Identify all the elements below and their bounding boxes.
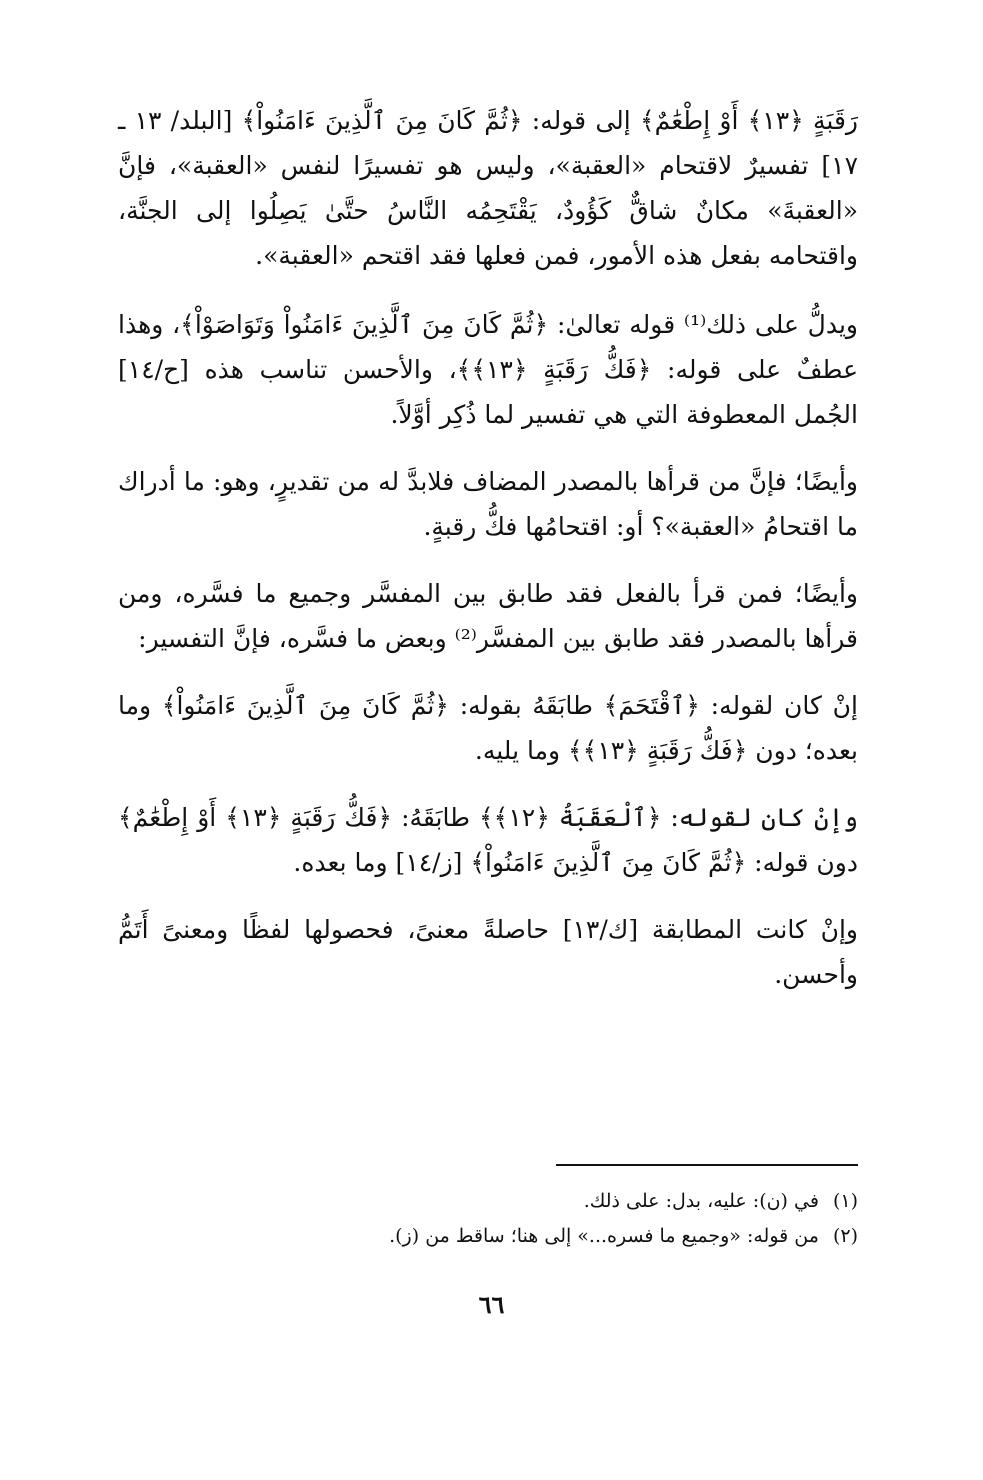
paragraph: وإنْ كانت المطابقة [ك/١٣] حاصلةً معنىً، فحصولها لفظًا ومعنىً أَتَمُّ وأحسن.	[118, 915, 858, 989]
paragraph: رَقَبَةٍ ﴿١٣﴾ أَوْ إِطْعَٰمٌ﴾ إلى قوله: ﴿ثُمَّ كَانَ مِنَ ٱلَّذِينَ ءَامَنُواْ﴾ [البلد/ ١٣ ـ ١٧] تفسيرٌ لاقتحام «العقبة»، وليس هو تفسيرًا لنفس «العقبة»، فإنَّ «العقبةَ» مكانٌ شاقٌّ كَؤُودٌ، يَقْتَحِمُه النَّاسُ حتَّىٰ يَصِلُوا إلى الجنَّة، واقتحامه بفعل هذه الأمور، فمن فعلها فقد اقتحم «العقبة».	[118, 106, 858, 270]
footnote	[118, 1219, 858, 1254]
paragraph: ويدلُّ على ذلك⁽¹⁾ قوله تعالىٰ: ﴿ثُمَّ كَانَ مِنَ ٱلَّذِينَ ءَامَنُواْ وَتَوَاصَوْاْ﴾، وهذا عطفٌ على قوله: ﴿فَكُّ رَقَبَةٍ ﴿١٣﴾﴾، والأحسن تناسب هذه [ح/١٤] الجُمل المعطوفة التي هي تفسير لما ذُكِر أوَّلاً.	[118, 310, 858, 429]
footnote-divider	[556, 1164, 858, 1166]
page-number: ٦٦	[478, 1290, 505, 1319]
paragraph: وأيضًا؛ فإنَّ من قرأها بالمصدر المضاف فلابدَّ له من تقديرٍ، وهو: ما أدراك ما اقتحامُ «العقبة»؟ أو: اقتحامُها فكُّ رقبةٍ.	[118, 467, 858, 541]
footnote-number: (٢)	[832, 1225, 858, 1247]
footnote-text: في (ن): عليه، بدل: على ذلك.	[583, 1190, 819, 1212]
footnotes	[118, 1184, 858, 1254]
paragraph: وأيضًا؛ فمن قرأ بالفعل فقد طابق بين المفسَّر وجميع ما فسَّره، ومن قرأها بالمصدر فقد طابق بين المفسَّر⁽²⁾ وبعض ما فسَّره، فإنَّ التفسير:	[118, 579, 858, 653]
page-body	[118, 98, 858, 1019]
footnote	[118, 1184, 858, 1219]
footnote-text: من قوله: «وجميع ما فسره...» إلى هنا؛ ساقط من (ز).	[389, 1225, 819, 1247]
paragraph: وإنْ كان لقوله: ﴿ٱلْعَقَبَةُ ﴿١٢﴾﴾ طابَقَهُ: ﴿فَكُّ رَقَبَةٍ ﴿١٣﴾ أَوْ إِطْعَٰمٌ﴾ دون قوله: ﴿ثُمَّ كَانَ مِنَ ٱلَّذِينَ ءَامَنُواْ﴾ [ز/١٤] وما بعده.	[118, 803, 858, 877]
paragraph: إنْ كان لقوله: ﴿ٱقْتَحَمَ﴾ طابَقَهُ بقوله: ﴿ثُمَّ كَانَ مِنَ ٱلَّذِينَ ءَامَنُواْ﴾ وما بعده؛ دون ﴿فَكُّ رَقَبَةٍ ﴿١٣﴾﴾ وما يليه.	[118, 691, 858, 765]
footnote-number: (١)	[832, 1190, 858, 1212]
